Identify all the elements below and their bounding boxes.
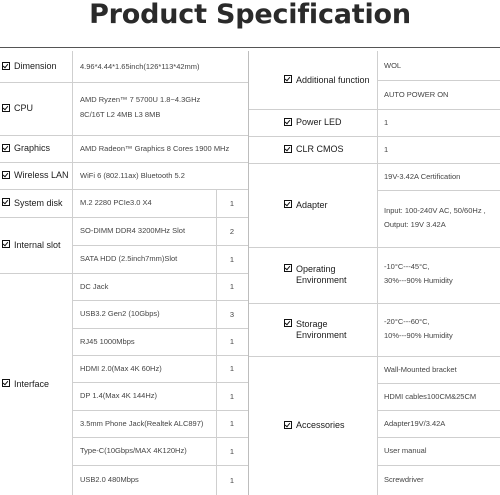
center-divider [248,51,249,495]
spec-value-additional: WOL [384,60,402,70]
label-text-group [296,319,347,341]
spec-value-wireless: WiFi 6 (802.11ax) Bluetooth 5.2 [80,170,185,180]
qty-interface: 1 [229,282,235,291]
checkbox-icon [284,75,292,83]
checkbox-icon [2,104,10,112]
spec-value-interface: 3.5mm Phone Jack(Realtek ALC897) [80,418,204,428]
spec-label-internal-slot [2,217,61,273]
checkbox-icon [284,200,292,208]
spec-value-interface: DC Jack [80,281,109,291]
checkbox-icon [284,145,292,153]
spec-value-accessory: User manual [384,446,427,455]
spec-value-adapter-input: Input: 100-240V AC, 50/60Hz , [384,206,486,215]
spec-label-interface [2,273,49,495]
spec-label-cpu [2,82,33,135]
label-text: CLR CMOS [296,144,344,154]
spec-label-accessories [284,356,345,495]
label-text: Operating [296,264,336,274]
spec-value-operating-temp: -10°C---45°C, [384,262,430,271]
spec-value-interface: USB2.0 480Mbps [80,475,139,484]
label-text: Storage [296,318,328,329]
label-text: Internal slot [14,239,61,250]
qty-interface: 1 [229,419,235,428]
spec-table [0,51,500,495]
qty-interface: 1 [229,446,235,456]
label-text: Power LED [296,117,342,127]
spec-value-accessory: HDMI cables100CM&25CM [384,391,477,401]
label-text-group [296,264,347,286]
spec-value-adapter-cert: 19V-3.42A Certification [384,171,461,181]
spec-value-graphics: AMD Radeon™ Graphics 8 Cores 1900 MHz [80,143,230,153]
spec-label-dimension [2,51,57,82]
label-text: Dimension [14,61,57,71]
label-text: CPU [14,103,34,113]
label-text: Environment [296,275,347,285]
qty-internal-slot: 1 [229,254,235,264]
checkbox-icon [284,319,292,327]
spec-label-operating-environment [284,247,347,303]
checkbox-icon [284,421,292,429]
spec-value-additional: AUTO POWER ON [384,89,449,99]
label-text: Adapter [296,199,328,210]
spec-value-internal-slot: SO-DIMM DDR4 3200MHz Slot [80,226,186,235]
qty-system-disk: 1 [229,198,235,208]
spec-value-accessory: Adapter19V/3.42A [384,418,446,428]
label-text: Interface [14,378,50,389]
spec-label-adapter [284,163,328,247]
spec-value-power-led: 1 [384,117,389,127]
spec-value-operating-humidity: 30%---90% Humidity [384,276,453,285]
spec-label-system-disk [2,189,63,217]
spec-label-wireless [2,162,69,189]
checkbox-icon [2,144,10,152]
row-line [377,190,500,191]
checkbox-icon [2,198,10,206]
checkbox-icon [284,118,292,126]
spec-value-cpu-line2: 8C/16T L2 4MB L3 8MB [80,110,161,119]
checkbox-icon [2,171,10,179]
row-line [0,82,248,83]
spec-value-storage-humidity: 10%---90% Humidity [384,331,453,340]
spec-value-interface: HDMI 2.0(Max 4K 60Hz) [80,363,162,373]
spec-value-storage-temp: -20°C---60°C, [384,317,430,326]
qty-interface: 1 [229,391,235,401]
qty-interface: 1 [229,475,235,485]
spec-value-adapter-output: Output: 19V 3.42A [384,220,446,229]
spec-label-power-led [284,109,342,136]
label-text: Accessories [296,420,345,430]
spec-value-interface: DP 1.4(Max 4K 144Hz) [80,391,157,400]
qty-interface: 1 [229,364,235,373]
label-text: System disk [14,197,63,208]
spec-value-accessory: Screwdriver [384,475,424,484]
label-text: Additional function [296,74,370,85]
spec-value-dimension: 4.96*4.44*1.65inch(126*113*42mm) [80,61,200,71]
right-label-divider [377,51,378,495]
label-text: Graphics [14,143,51,153]
qty-internal-slot: 2 [229,226,235,236]
spec-value-clr-cmos: 1 [384,144,389,154]
spec-value-interface: USB3.2 Gen2 (10Gbps) [80,309,160,318]
spec-value-accessory: Wall-Mounted bracket [384,364,457,374]
page-title: Product Specification [89,0,411,30]
qty-interface: 3 [229,309,235,319]
spec-value-cpu-line1: AMD Ryzen™ 7 5700U 1.8~4.3GHz [80,95,201,104]
spec-value-system-disk: M.2 2280 PCIe3.0 X4 [80,198,152,207]
label-text: Wireless LAN [14,170,69,180]
checkbox-icon [2,379,10,387]
checkbox-icon [2,240,10,248]
label-text: Environment [296,329,347,340]
spec-label-storage-environment [284,303,347,356]
spec-label-graphics [2,135,50,162]
spec-label-additional-function [284,51,370,109]
checkbox-icon [284,264,292,272]
qty-interface: 1 [229,337,235,346]
checkbox-icon [2,62,10,70]
spec-value-interface: Type-C(10Gbps/MAX 4K120Hz) [80,446,187,455]
spec-value-internal-slot: SATA HDD (2.5inch7mm)Slot [80,254,178,263]
spec-value-interface: RJ45 1000Mbps [80,336,135,346]
title-divider [0,47,500,48]
spec-label-clr-cmos [284,136,344,163]
